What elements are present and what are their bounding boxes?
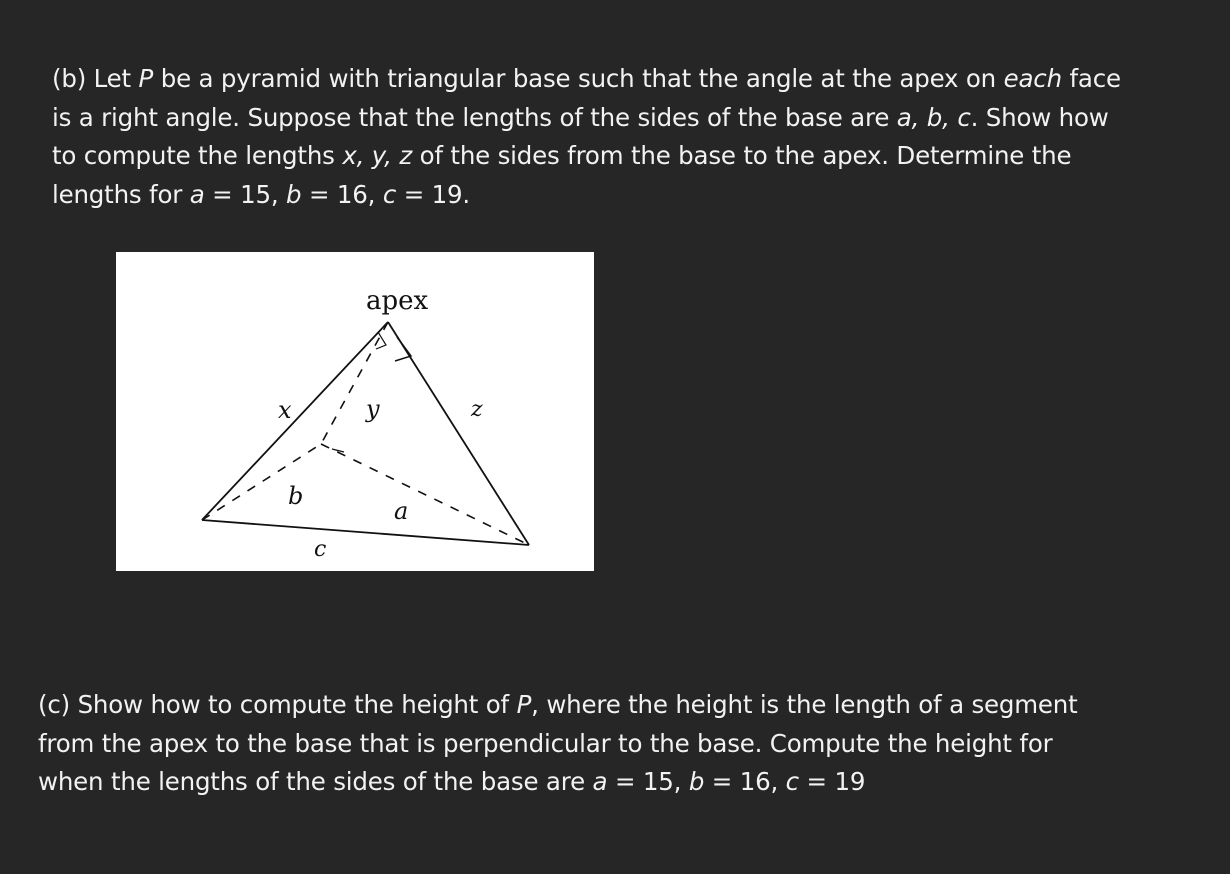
label-b: b <box>288 482 304 510</box>
label-z: z <box>471 397 483 422</box>
label-apex: apex <box>366 286 429 316</box>
part-b-line-4: lengths for a = 15, b = 16, c = 19. <box>52 179 471 209</box>
edge-z <box>388 322 529 545</box>
label-a: a <box>394 497 409 525</box>
label-c: c <box>314 537 327 562</box>
part-b-line-1: (b) Let P be a pyramid with triangular base such that the angle at the apex on each face <box>52 64 1121 93</box>
label-y: y <box>366 395 380 423</box>
part-b-question <box>52 60 1222 214</box>
part-b-line-3: to compute the lengths x, y, z of the sides from the base to the apex. Determine the <box>52 141 1072 170</box>
pyramid-figure <box>116 252 594 571</box>
part-b-line-2: is a right angle. Suppose that the lengths of the sides of the base are a, b, c. Show how <box>52 102 1109 132</box>
part-c-question <box>38 686 1208 802</box>
part-c-line-1: (c) Show how to compute the height of P, where the height is the length of a segment <box>38 690 1078 719</box>
part-c-line-2: from the apex to the base that is perpendicular to the base. Compute the height for <box>38 728 1053 758</box>
part-c-line-3: when the lengths of the sides of the base are a = 15, b = 16, c = 19 <box>38 767 866 796</box>
right-angle-marker <box>395 337 411 361</box>
pyramid-diagram <box>116 252 594 571</box>
label-x: x <box>278 396 292 424</box>
edge-c <box>202 520 529 545</box>
